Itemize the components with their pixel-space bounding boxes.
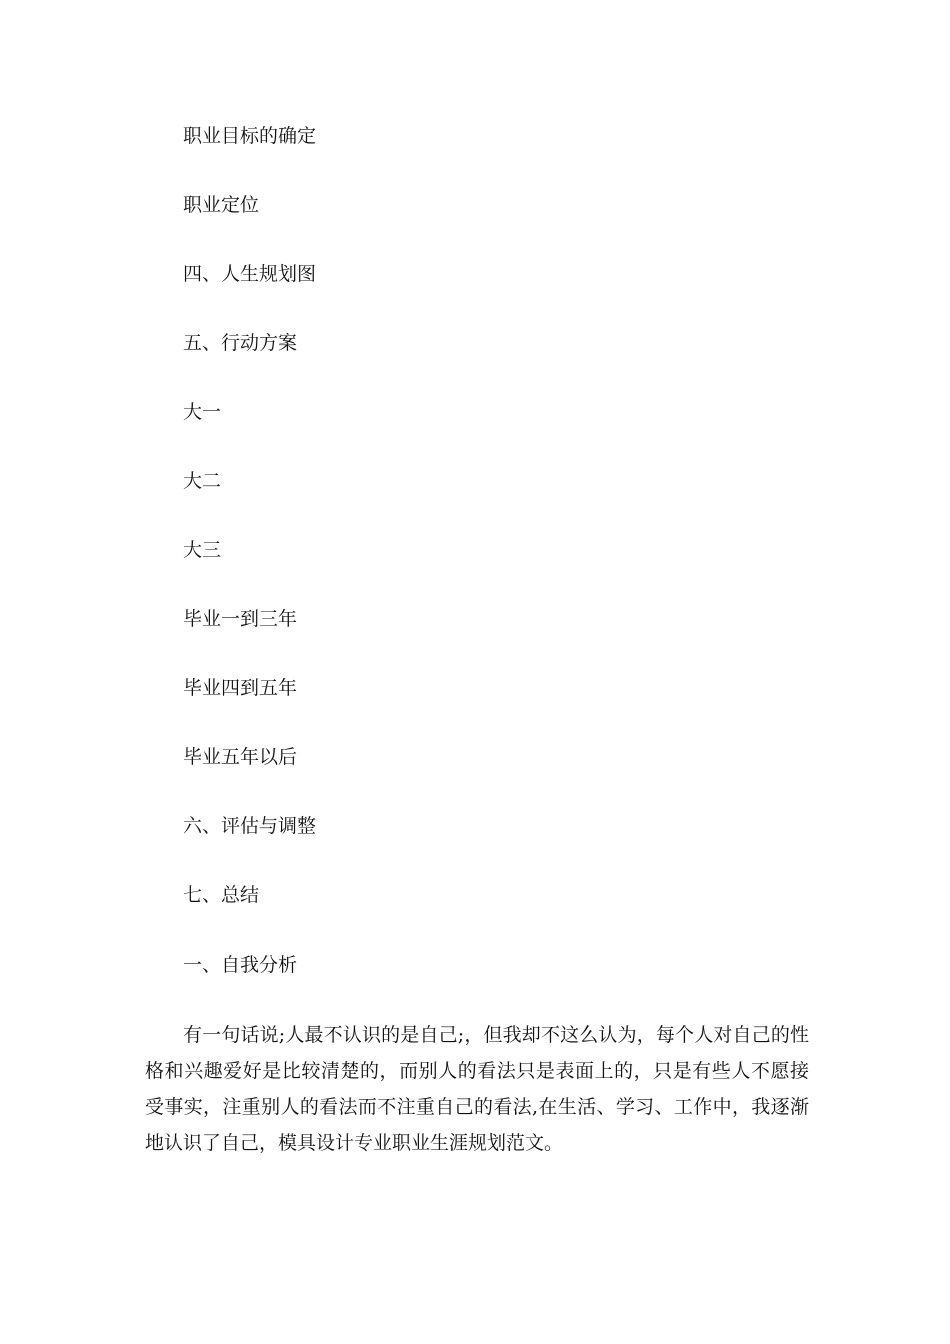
- section-heading-self-analysis: 一、自我分析: [183, 954, 298, 976]
- section-heading-action-plan: 五、行动方案: [183, 332, 298, 354]
- outline-item-year-one: 大一: [183, 401, 222, 423]
- section-heading-life-plan-chart: 四、人生规划图: [183, 263, 317, 285]
- outline-item-career-positioning: 职业定位: [183, 194, 260, 216]
- outline-item-career-goal: 职业目标的确定: [183, 125, 317, 147]
- section-heading-evaluation: 六、评估与调整: [183, 815, 317, 837]
- outline-item-year-three: 大三: [183, 539, 222, 561]
- outline-item-grad-1-3: 毕业一到三年: [183, 608, 298, 630]
- outline-item-year-two: 大二: [183, 470, 222, 492]
- section-heading-summary: 七、总结: [183, 884, 260, 906]
- outline-item-grad-4-5: 毕业四到五年: [183, 677, 298, 699]
- body-paragraph: 有一句话说;人最不认识的是自己;，但我却不这么认为，每个人对自己的性格和兴趣爱好是比较清楚的，而别人的看法只是表面上的，只是有些人不愿接受事实，注重别人的看法而不注重自己的看法,在生活、学习、工作中，我逐渐地认识了自己，模具设计专业职业生涯规划范文。: [145, 1024, 809, 1154]
- outline-item-grad-5-plus: 毕业五年以后: [183, 746, 298, 768]
